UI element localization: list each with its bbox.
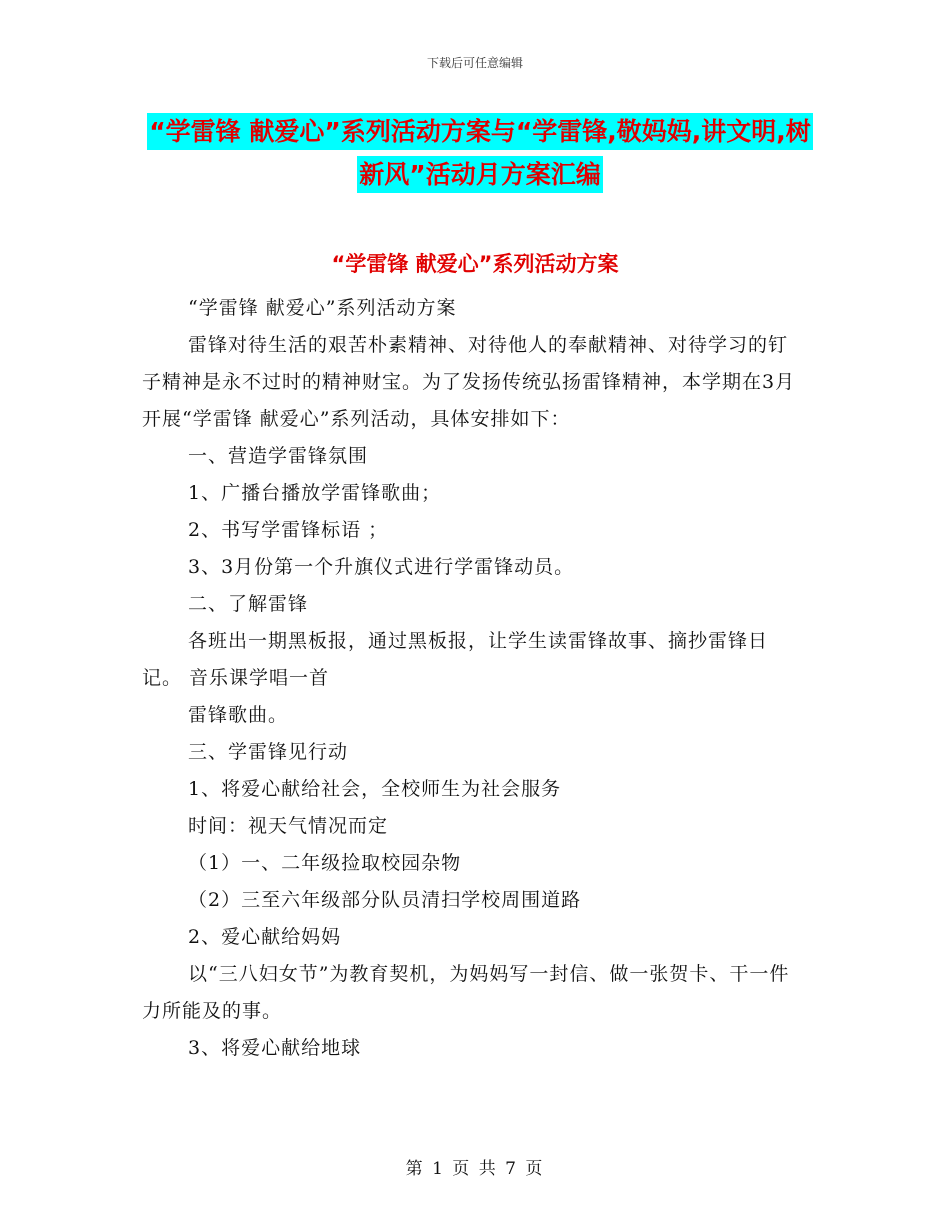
header-note: 下载后可任意编辑 <box>426 56 523 70</box>
body-paragraph: 时间：视天气情况而定 <box>188 815 389 837</box>
list-item: 2、书写学雷锋标语 ； <box>188 519 389 541</box>
list-item: 3、将爱心献给地球 <box>188 1037 362 1059</box>
section-title: “学雷锋 献爱心”系列活动方案 <box>331 252 619 276</box>
list-item: 1、广播台播放学雷锋歌曲； <box>188 482 442 504</box>
sub-list-item: （2）三至六年级部分队员清扫学校周围道路 <box>188 889 582 911</box>
document-title-text: “学雷锋 献爱心”系列活动方案与“学雷锋,敬妈妈,讲文明,树新风”活动月方案汇编 <box>147 113 813 193</box>
sub-list-item: （1）一、二年级捡取校园杂物 <box>188 852 462 874</box>
heading-1: 一、营造学雷锋氛围 <box>188 445 369 467</box>
list-item: 2、爱心献给妈妈 <box>188 926 342 948</box>
body-paragraph: “学雷锋 献爱心”系列活动方案 <box>188 297 457 319</box>
list-item: 1、将爱心献给社会，全校师生为社会服务 <box>188 778 562 800</box>
heading-3: 三、学雷锋见行动 <box>188 741 349 763</box>
page-footer: 第 1 页 共 7 页 <box>405 1159 545 1179</box>
heading-2: 二、了解雷锋 <box>188 593 309 615</box>
body-paragraph: 雷锋对待生活的艰苦朴素精神、对待他人的奉献精神、对待学习的钉子精神是永不过时的精神财宝。为了发扬传统弘扬雷锋精神，本学期在3月开展“学雷锋 献爱心”系列活动，具体安排如下： <box>142 334 796 430</box>
document-title <box>140 110 820 196</box>
body-paragraph: 雷锋歌曲。 <box>188 704 289 726</box>
body-paragraph: 以“三八妇女节”为教育契机，为妈妈写一封信、做一张贺卡、干一件力所能及的事。 <box>142 963 790 1022</box>
document-body <box>142 290 802 1067</box>
list-item: 3、3月份第一个升旗仪式进行学雷锋动员。 <box>188 556 575 578</box>
body-paragraph: 各班出一期黑板报，通过黑板报，让学生读雷锋故事、摘抄雷锋日记。 音乐课学唱一首 <box>142 630 769 689</box>
